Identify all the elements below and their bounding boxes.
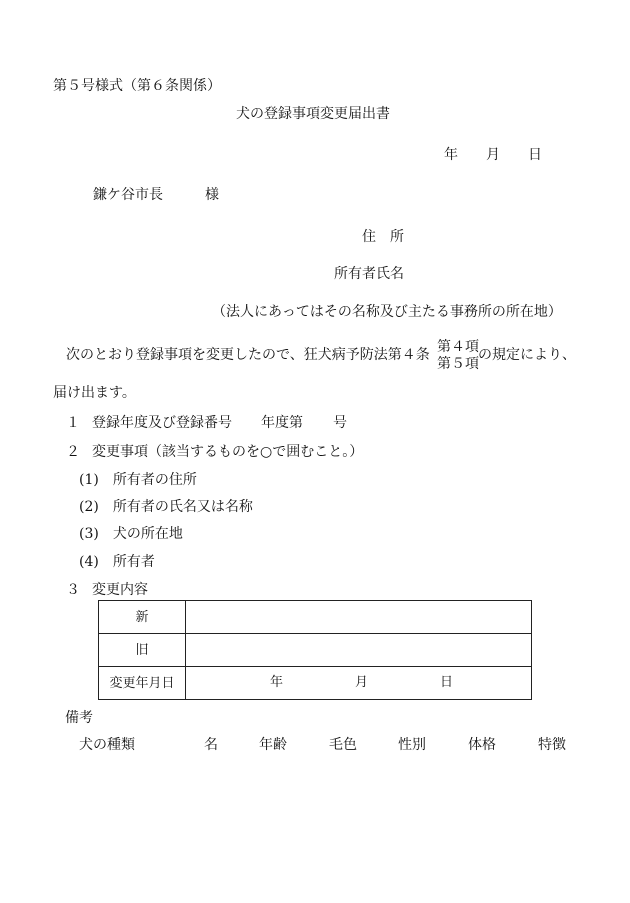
item-2-label: 変更事項（該当するものを○で囲むこと。） [92, 444, 364, 460]
addressee-name: 鎌ケ谷市長 [93, 187, 163, 203]
item-3-number: ３ [66, 582, 80, 598]
item-3-label: 変更内容 [92, 582, 148, 598]
item-1-year-text: 年度第 [261, 415, 303, 431]
change-option-owner-name: (2) 所有者の氏名又は名称 [79, 499, 253, 515]
change-date-day: 日 [440, 675, 454, 690]
item-1-number-suffix: 号 [333, 415, 347, 431]
item-2-number: ２ [66, 444, 80, 460]
change-option-dog-location: (3) 犬の所在地 [79, 526, 183, 542]
statement-clause-5: 第５項 [437, 356, 479, 372]
remarks-column-coat-color: 毛色 [329, 737, 357, 753]
change-date-field[interactable] [186, 667, 532, 700]
date-day-label: 日 [528, 147, 542, 163]
table-row-new [99, 601, 532, 634]
corporate-note: （法人にあってはその名称及び主たる事務所の所在地） [212, 304, 562, 320]
remarks-column-features: 特徴 [538, 737, 566, 753]
change-content-table [98, 600, 532, 700]
date-year-label: 年 [444, 147, 458, 163]
remarks-column-age: 年齢 [259, 737, 287, 753]
table-row-old [99, 634, 532, 667]
change-option-owner: (4) 所有者 [79, 554, 155, 570]
addressee-honorific: 様 [205, 187, 219, 203]
old-label: 旧 [99, 634, 186, 667]
remarks-column-sex: 性別 [398, 737, 426, 753]
remarks-column-dog-type: 犬の種類 [79, 737, 135, 753]
table-row-change-date [99, 667, 532, 700]
statement-prefix: 次のとおり登録事項を変更したので、狂犬病予防法第４条 [66, 347, 430, 363]
date-month-label: 月 [486, 147, 500, 163]
new-value-field[interactable] [186, 601, 532, 634]
change-date-month: 月 [355, 675, 369, 690]
page-title: 犬の登録事項変更届出書 [236, 106, 390, 122]
remarks-label: 備考 [65, 710, 93, 726]
statement-clause-choice [437, 339, 479, 374]
form-number: 第５号様式（第６条関係） [53, 78, 221, 94]
statement-continuation: 届け出ます。 [53, 385, 136, 401]
item-1-number: １ [66, 415, 80, 431]
remarks-column-name: 名 [204, 737, 218, 753]
change-date-year: 年 [270, 675, 284, 690]
address-label: 住 所 [362, 229, 404, 245]
new-label: 新 [99, 601, 186, 634]
item-1-label: 登録年度及び登録番号 [92, 415, 232, 431]
old-value-field[interactable] [186, 634, 532, 667]
statement-suffix: の規定により、 [478, 347, 576, 363]
change-option-owner-address: (1) 所有者の住所 [79, 472, 197, 488]
statement-clause-4: 第４項 [437, 339, 479, 355]
remarks-column-build: 体格 [468, 737, 496, 753]
change-date-label: 変更年月日 [99, 667, 186, 700]
owner-name-label: 所有者氏名 [334, 266, 404, 282]
